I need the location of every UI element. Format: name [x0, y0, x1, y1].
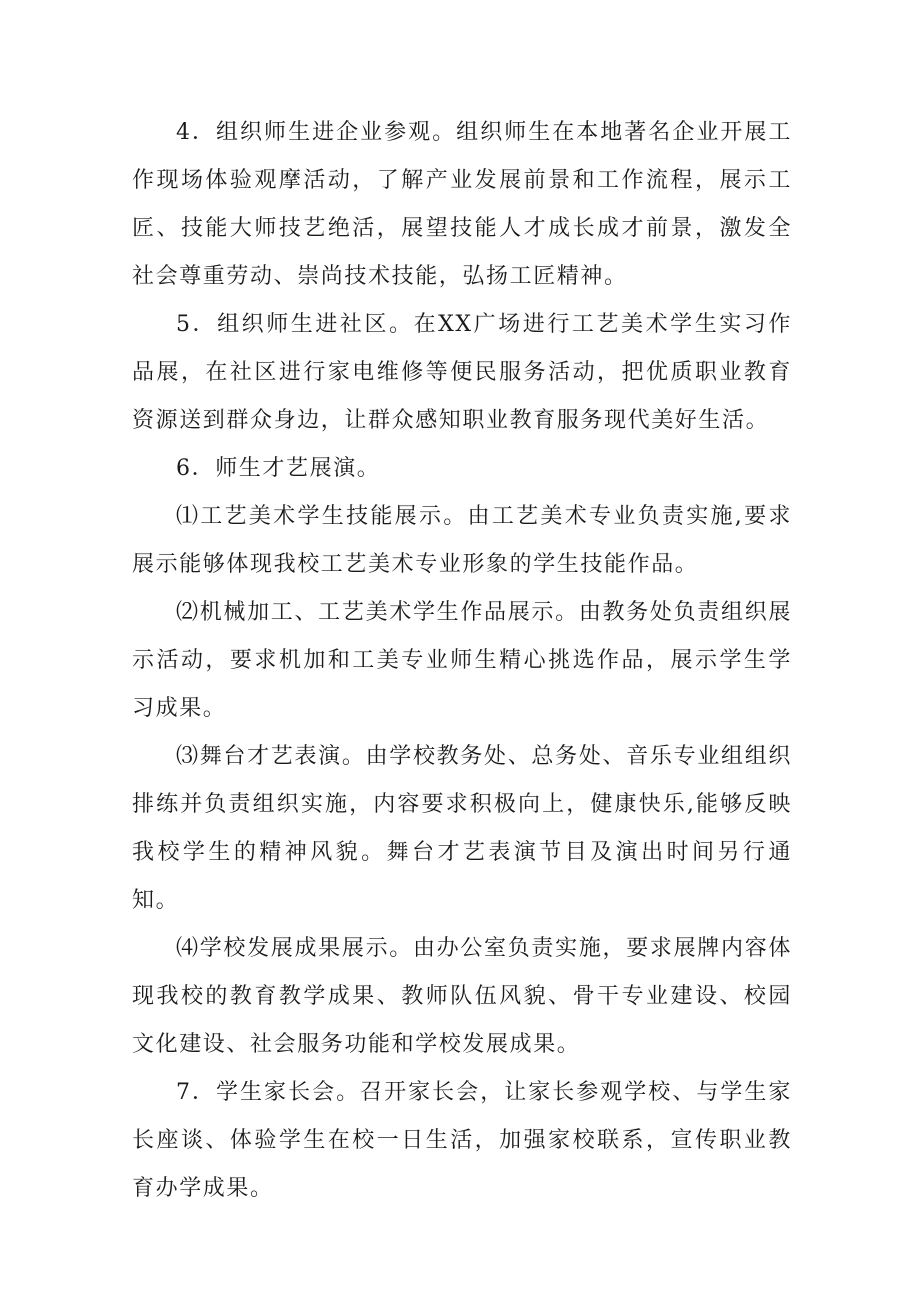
paragraph-item-5: 5．组织师生进社区。在XX广场进行工艺美术学生实习作品展，在社区进行家电维修等便民服务活动，把优质职业教育资源送到群众身边，让群众感知职业教育服务现代美好生活。: [132, 312, 792, 433]
paragraph-subitem-3: ⑶舞台才艺表演。由学校教务处、总务处、音乐专业组组织排练并负责组织实施，内容要求积极向上，健康快乐,能够反映我校学生的精神风貌。舞台才艺表演节目及演出时间另行通知。: [132, 744, 792, 913]
paragraph-item-6: 6．师生才艺展演。: [176, 456, 381, 481]
paragraph-subitem-2: ⑵机械加工、工艺美术学生作品展示。由教务处负责组织展示活动，要求机加和工美专业师生精心挑选作品，展示学生学习成果。: [132, 600, 792, 721]
paragraph-item-7: 7．学生家长会。召开家长会，让家长参观学校、与学生家长座谈、体验学生在校一日生活，加强家校联系，宣传职业教育办学成果。: [132, 1080, 792, 1201]
paragraph-subitem-4: ⑷学校发展成果展示。由办公室负责实施，要求展牌内容体现我校的教育教学成果、教师队伍风貌、骨干专业建设、校园文化建设、社会服务功能和学校发展成果。: [132, 936, 792, 1057]
document-body: [132, 109, 792, 1213]
paragraph-subitem-1: ⑴工艺美术学生技能展示。由工艺美术专业负责实施,要求展示能够体现我校工艺美术专业形象的学生技能作品。: [132, 504, 792, 577]
paragraph-item-4: 4．组织师生进企业参观。组织师生在本地著名企业开展工作现场体验观摩活动，了解产业发展前景和工作流程，展示工匠、技能大师技艺绝活，展望技能人才成长成才前景，激发全社会尊重劳动、崇尚技术技能，弘扬工匠精神。: [132, 120, 792, 289]
